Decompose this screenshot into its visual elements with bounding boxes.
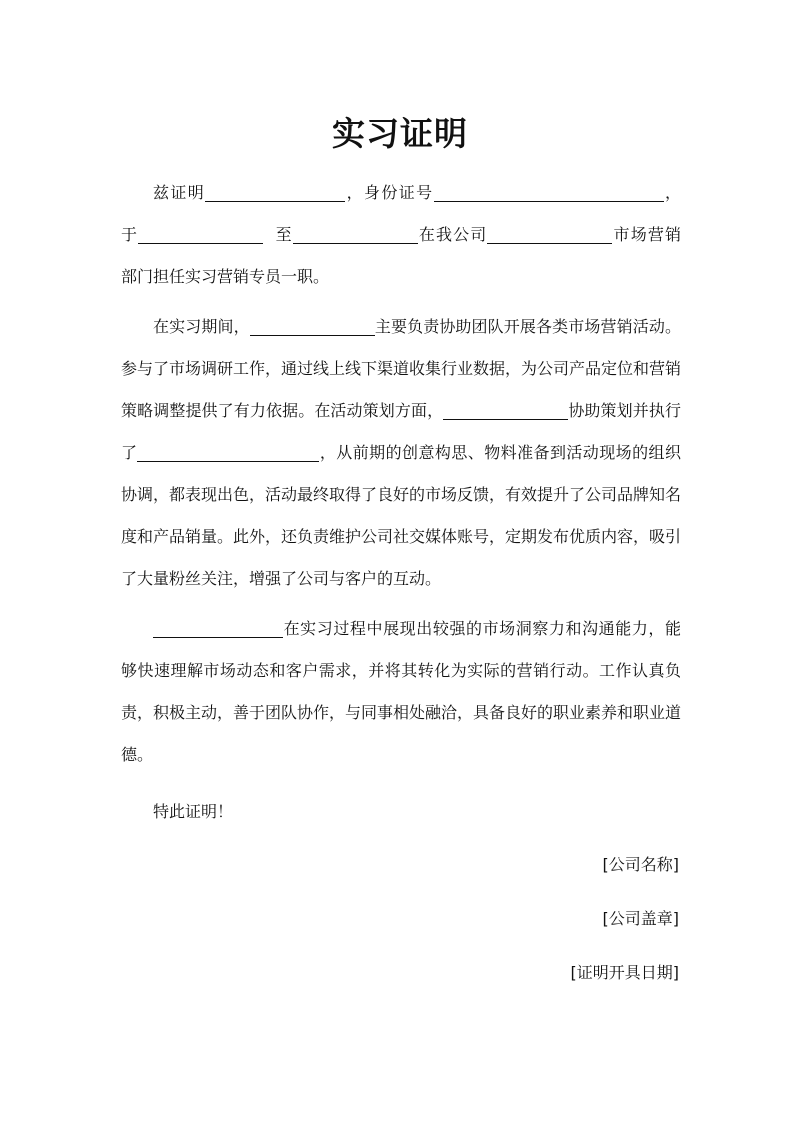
text-segment: 在实习期间， (153, 317, 250, 336)
text-segment: 协助策划并执行了 (121, 401, 681, 462)
department-blank[interactable] (487, 223, 612, 244)
intern-name-blank-3[interactable] (153, 617, 283, 638)
text-segment: 在我公司 (417, 225, 488, 244)
text-segment: 兹证明 (153, 183, 206, 202)
activity-name-blank[interactable] (137, 441, 319, 462)
paragraph-evaluation (121, 608, 681, 776)
document-body (121, 172, 681, 776)
document-title: 实习证明 (332, 114, 468, 153)
text-segment: 于 (121, 225, 139, 244)
paragraph-intro (121, 172, 681, 298)
text-segment: ，从前期的创意构思、物料准备到活动现场的组织协调，都表现出色，活动最终取得了良好的市场反馈，有效提升了公司品牌知名度和产品销量。此外，还负责维护公司社交媒体账号，定期发布优质内容，吸引了大量粉丝关注，增强了公司与客户的互动。 (121, 443, 682, 588)
company-name: [公司名称] (602, 855, 679, 874)
text-segment: 在实习过程中展现出较强的市场洞察力和沟通能力，能够快速理解市场动态和客户需求，并将其转化为实际的营销行动。工作认真负责，积极主动，善于团队协作，与同事相处融洽，具备良好的职业素养和职业道德。 (121, 619, 682, 764)
closing-statement: 特此证明！ (153, 802, 234, 821)
text-segment: 主要负责协助团队开展各类市场营销活动。参与了市场调研工作，通过线上线下渠道收集行业数据，为公司产品定位和营销策略调整提供了有力依据。在活动策划方面， (121, 317, 682, 420)
name-blank[interactable] (205, 181, 345, 202)
start-date-blank[interactable] (138, 223, 263, 244)
text-segment: ， (663, 183, 681, 202)
intern-name-blank-2[interactable] (443, 399, 568, 420)
intern-name-blank-1[interactable] (250, 315, 375, 336)
paragraph-duties (121, 306, 681, 600)
text-segment: ，身份证号 (345, 183, 434, 202)
id-number-blank[interactable] (434, 181, 664, 202)
issue-date: [证明开具日期] (570, 963, 679, 982)
company-seal: [公司盖章] (602, 909, 679, 928)
text-segment: 市场营销部门担任实习营销专员一职。 (121, 225, 681, 286)
end-date-blank[interactable] (293, 223, 418, 244)
text-segment: 至 (275, 225, 293, 244)
